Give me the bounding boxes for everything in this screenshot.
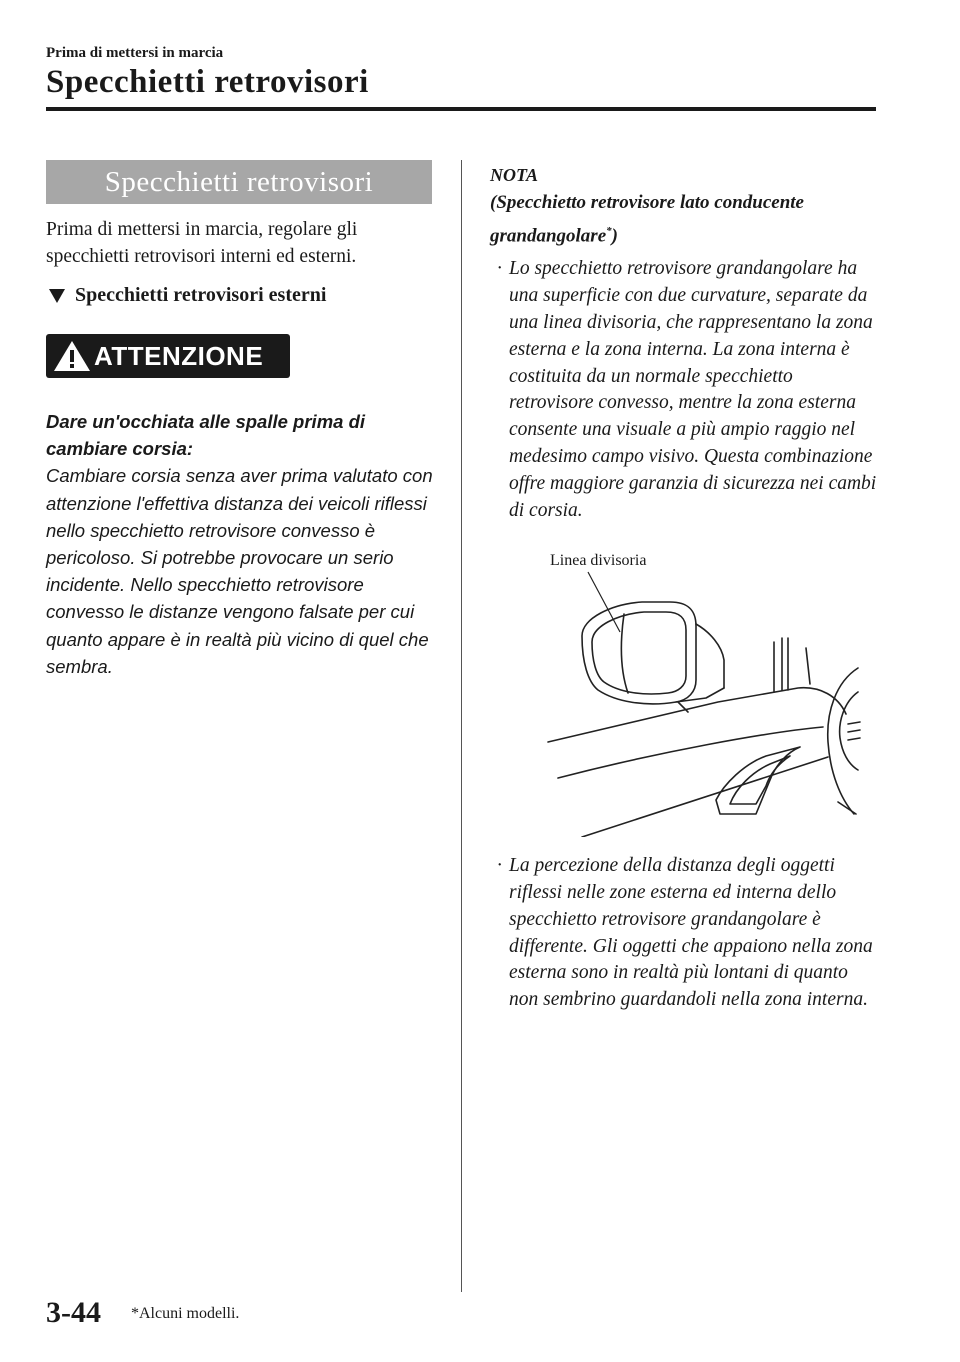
header-rule bbox=[46, 107, 876, 111]
nota-heading: NOTA bbox=[490, 165, 539, 185]
nota-star: * bbox=[606, 225, 612, 237]
bullet-item bbox=[490, 256, 880, 524]
warning-text: Cambiare corsia senza aver prima valutato con attenzione l'effettiva distanza dei veicoli riflessi nello specchietto retrovisore convesso è pericoloso. Si potrebbe provocare un serio incidente. Nello specchietto retrovisore convesso le distanze vengono falsate per cui quanto appare è in realtà più vicino di quel che sembra. bbox=[46, 465, 433, 677]
intro-paragraph: Prima di mettersi in marcia, regolare gli specchietti retrovisori interni ed esterni. bbox=[46, 219, 358, 267]
nota-subtitle-text: (Specchietto retrovisore lato conducente grandangolare bbox=[490, 192, 804, 247]
triangle-bullet-icon bbox=[49, 289, 65, 303]
subheading bbox=[46, 284, 434, 307]
side-mirror-illustration bbox=[538, 552, 868, 837]
mirror-figure bbox=[538, 552, 868, 837]
left-column bbox=[46, 160, 434, 680]
section-header: Prima di mettersi in marcia bbox=[46, 45, 224, 61]
warning-title: Dare un'occhiata alle spalle prima di cambiare corsia: bbox=[46, 411, 366, 460]
warning-triangle-icon bbox=[52, 338, 92, 374]
subheading-text: Specchietti retrovisori esterni bbox=[75, 284, 327, 306]
right-column bbox=[490, 163, 880, 1014]
warning-label: ATTENZIONE bbox=[94, 340, 264, 371]
nota-subtitle bbox=[490, 188, 880, 250]
bullet-dot-icon: · bbox=[497, 855, 502, 877]
warning-badge bbox=[46, 334, 290, 378]
figure-label: Linea divisoria bbox=[550, 552, 647, 570]
bullet-text: Lo specchietto retrovisore grandangolare ha una superficie con due curvature, separate da una linea divisoria, che rappresentano la zona esterna e la zona interna. La zona interna è costituita da un normale specchietto retrovisore convesso, mentre la zona esterna consente una visuale a più ampio raggio nel medesimo campo visivo. Questa combinazione offre maggiore garanzia di sicurezza nei cambi di corsia. bbox=[509, 258, 877, 521]
bullet-text: La percezione della distanza degli oggetti riflessi nelle zone esterna ed interna dello specchietto retrovisore grandangolare è differente. Gli oggetti che appaiono nella zona esterna sono in realtà più lontani di quanto non sembrino guardandoli nella zona interna. bbox=[509, 855, 873, 1011]
bullet-dot-icon: · bbox=[497, 258, 502, 280]
nota-close: ) bbox=[611, 225, 618, 247]
page-number: 3-44 bbox=[46, 1296, 101, 1329]
warning-body bbox=[46, 408, 434, 680]
footnote: *Alcuni modelli. bbox=[131, 1305, 240, 1322]
section-banner: Specchietti retrovisori bbox=[46, 160, 432, 204]
bullet-item bbox=[490, 853, 880, 1014]
page-title: Specchietti retrovisori bbox=[46, 64, 369, 100]
column-divider bbox=[461, 160, 462, 1292]
